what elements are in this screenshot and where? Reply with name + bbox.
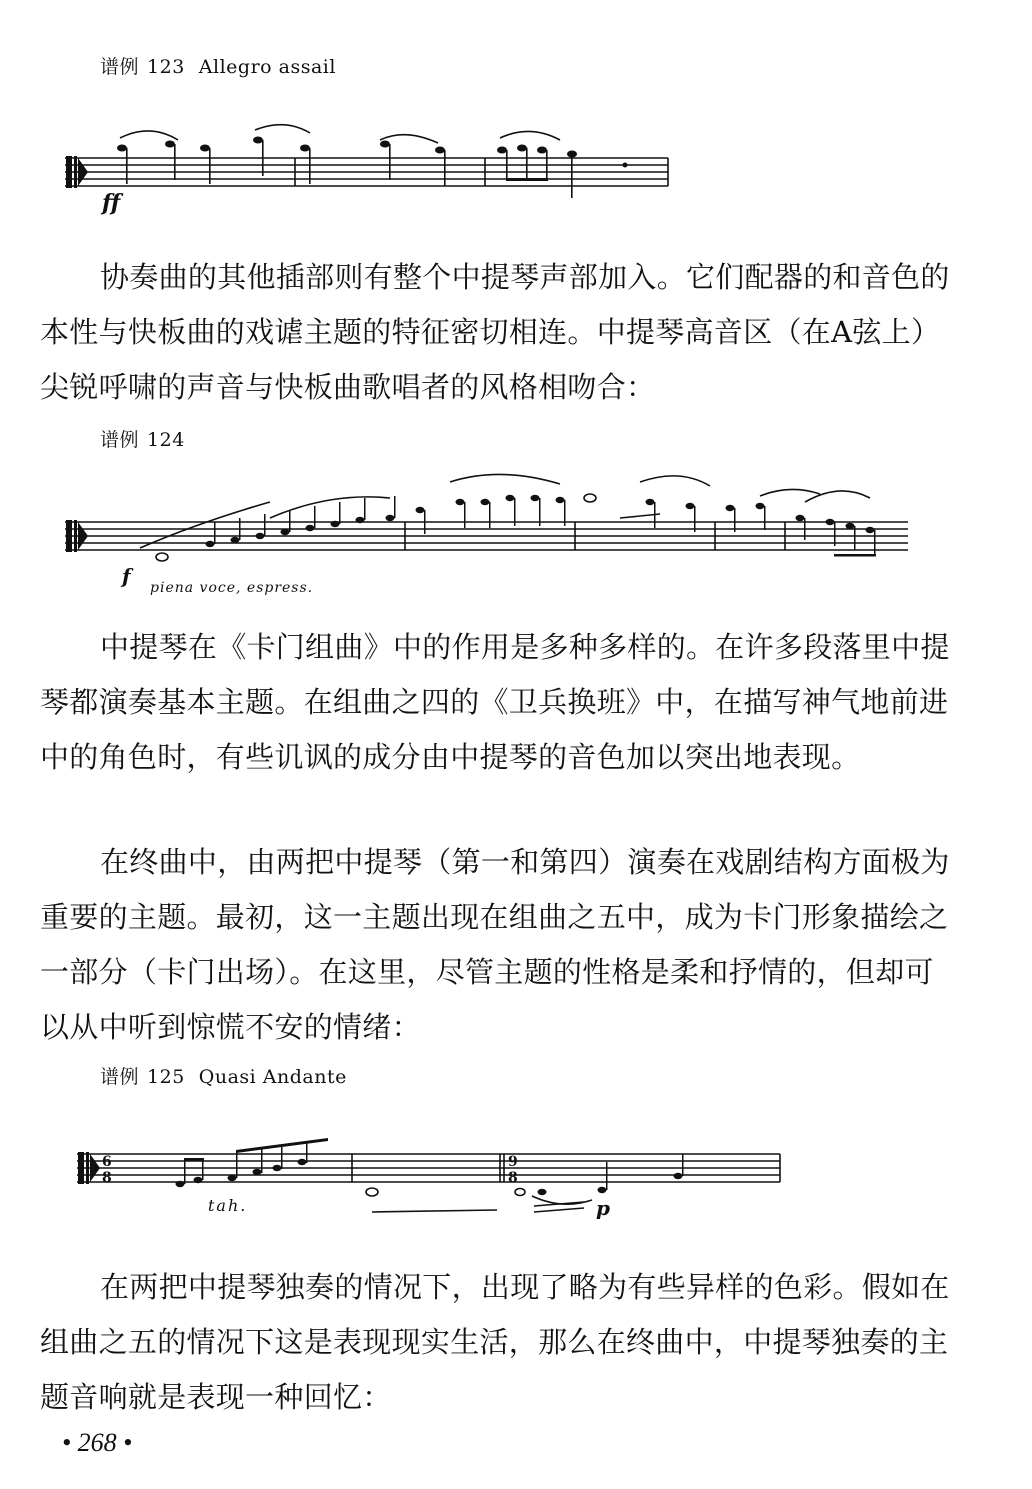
expression-marking: tah. bbox=[208, 1196, 248, 1215]
time-signature-9-8: 9 bbox=[508, 1154, 518, 1170]
paragraph-3: 在终曲中，由两把中提琴（第一和第四）演奏在戏剧结构方面极为重要的主题。最初，这一主题出现在组曲之五中，成为卡门形象描绘之一部分（卡门出场）。在这里，尽管主题的性格是柔和抒情的，但却可以从中听到惊慌不安的情绪： bbox=[40, 845, 950, 1044]
paragraph-2: 中提琴在《卡门组曲》中的作用是多种多样的。在许多段落里中提琴都演奏基本主题。在组曲之四的《卫兵换班》中，在描写神气地前进中的角色时，有些讥讽的成分由中提琴的音色加以突出地表现。 bbox=[40, 630, 950, 774]
time-signature-6-8: 6 bbox=[102, 1154, 112, 1170]
example-caption-125 bbox=[100, 1062, 347, 1089]
expression-marking: piena voce, espress. bbox=[150, 580, 314, 596]
dynamic-marking: ff bbox=[102, 190, 121, 216]
example-number: 123 bbox=[147, 56, 185, 78]
example-caption-124 bbox=[100, 425, 199, 452]
page-number: • 268 • bbox=[62, 1428, 133, 1457]
dynamic-marking: p bbox=[596, 1196, 610, 1220]
paragraph-4: 在两把中提琴独奏的情况下，出现了略为有些异样的色彩。假如在组曲之五的情况下这是表现现实生活，那么在终曲中，中提琴独奏的主题音响就是表现一种回忆： bbox=[40, 1270, 950, 1414]
example-label: 谱例 bbox=[100, 429, 140, 451]
svg-text:8: 8 bbox=[508, 1170, 518, 1186]
example-number: 124 bbox=[147, 429, 185, 451]
tempo-marking: Allegro assail bbox=[198, 56, 336, 78]
paragraph-1: 协奏曲的其他插部则有整个中提琴声部加入。它们配器的和音色的本性与快板曲的戏谑主题的特征密切相连。中提琴高音区（在A弦上）尖锐呼啸的声音与快板曲歌唱者的风格相吻合： bbox=[40, 260, 950, 404]
example-label: 谱例 bbox=[100, 1066, 140, 1088]
example-number: 125 bbox=[147, 1066, 185, 1088]
dynamic-marking: f bbox=[122, 564, 131, 588]
music-staff-124 bbox=[60, 462, 920, 602]
music-staff-123 bbox=[60, 118, 680, 218]
svg-text:8: 8 bbox=[102, 1170, 112, 1186]
example-caption-123 bbox=[100, 52, 336, 79]
tempo-marking: Quasi Andante bbox=[198, 1066, 347, 1088]
music-staff-125 bbox=[72, 1118, 792, 1228]
example-label: 谱例 bbox=[100, 56, 140, 78]
